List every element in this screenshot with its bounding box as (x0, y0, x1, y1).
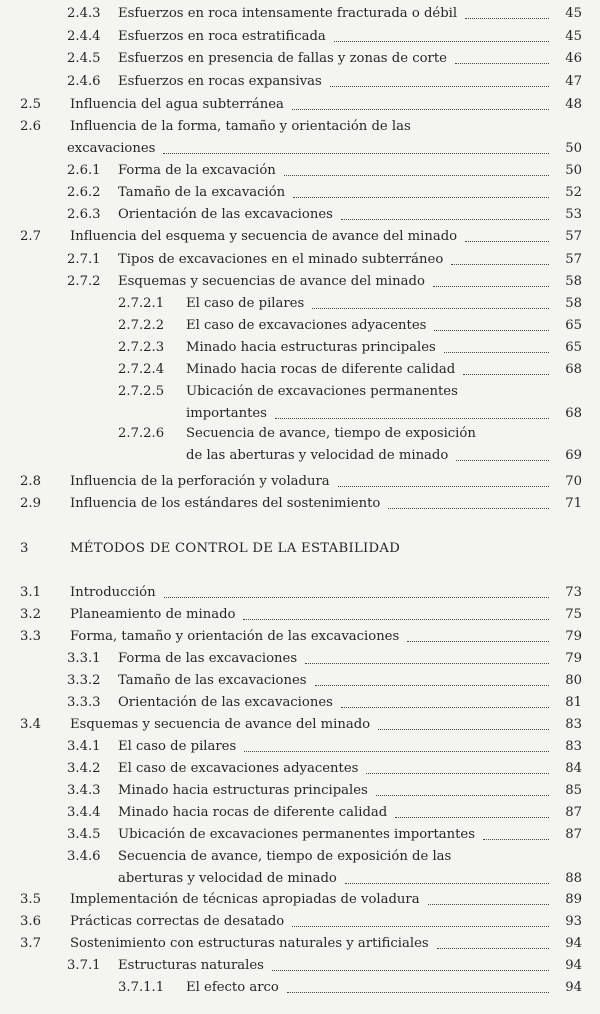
toc-number: 2.7.2.4 (118, 362, 165, 377)
toc-entry (0, 695, 600, 711)
toc-number: 2.6.2 (67, 185, 101, 200)
toc-entry (0, 892, 600, 908)
toc-entry (0, 739, 600, 755)
toc-number: 2.5 (20, 97, 41, 112)
toc-title: Minado hacia rocas de diferente calidad (118, 805, 388, 820)
toc-entry (0, 207, 600, 223)
toc-number: 3.4.5 (67, 827, 101, 842)
toc-title: Minado hacia rocas de diferente calidad (186, 362, 456, 377)
toc-page-number: 94 (565, 980, 582, 995)
dot-leader (437, 948, 549, 949)
toc-entry-continuation (0, 871, 600, 887)
toc-page-number: 57 (565, 229, 582, 244)
toc-page-number: 81 (565, 695, 582, 710)
toc-page-number: 87 (565, 805, 582, 820)
toc-entry (0, 496, 600, 512)
toc-number: 3.3.1 (67, 651, 101, 666)
toc-entry (0, 585, 600, 601)
toc-page-number: 75 (565, 607, 582, 622)
toc-entry (0, 252, 600, 268)
toc-entry (0, 629, 600, 645)
toc-number: 3.7.1.1 (118, 980, 165, 995)
toc-number: 3.4.1 (67, 739, 101, 754)
toc-title: Esquemas y secuencias de avance del minado (118, 274, 425, 289)
toc-entry (0, 651, 600, 667)
toc-page-number: 84 (565, 761, 582, 776)
toc-title: Estructuras naturales (118, 958, 264, 973)
dot-leader (164, 597, 549, 598)
toc-page-number: 79 (565, 629, 582, 644)
toc-page-number: 48 (565, 97, 582, 112)
toc-title: Implementación de técnicas apropiadas de voladura (70, 892, 420, 907)
dot-leader (341, 707, 549, 708)
toc-entry-continuation (0, 406, 600, 422)
dot-leader (305, 663, 549, 664)
dot-leader (338, 486, 549, 487)
toc-title: Ubicación de excavaciones permanentes (186, 384, 458, 399)
toc-entry (0, 717, 600, 733)
toc-number: 2.6.1 (67, 163, 101, 178)
dot-leader (463, 374, 549, 375)
toc-page-number: 45 (565, 29, 582, 44)
toc-page-number: 80 (565, 673, 582, 688)
dot-leader (284, 175, 549, 176)
toc-number: 3.7 (20, 936, 41, 951)
toc-page-number: 83 (565, 717, 582, 732)
dot-leader (275, 418, 549, 419)
toc-entry (0, 936, 600, 952)
dot-leader (444, 352, 549, 353)
toc-number: 3.4.4 (67, 805, 101, 820)
toc-number: 2.7.1 (67, 252, 101, 267)
toc-number: 2.7.2.3 (118, 340, 165, 355)
toc-entry (0, 340, 600, 356)
toc-title: Minado hacia estructuras principales (186, 340, 436, 355)
toc-title: Esfuerzos en roca intensamente fracturada o débil (118, 6, 458, 21)
toc-number: 2.4.6 (67, 74, 101, 89)
toc-entry (0, 783, 600, 799)
toc-entry (0, 229, 600, 245)
toc-title: Tamaño de las excavaciones (118, 673, 307, 688)
toc-number: 2.9 (20, 496, 41, 511)
dot-leader (428, 904, 549, 905)
toc-entry (0, 119, 600, 135)
toc-number: 2.6.3 (67, 207, 101, 222)
toc-title: MÉTODOS DE CONTROL DE LA ESTABILIDAD (70, 541, 401, 556)
dot-leader (376, 795, 549, 796)
toc-title: Orientación de las excavaciones (118, 207, 333, 222)
toc-number: 3.2 (20, 607, 41, 622)
toc-title: El efecto arco (186, 980, 279, 995)
toc-title: Tipos de excavaciones en el minado subterráneo (118, 252, 444, 267)
toc-page-number: 93 (565, 914, 582, 929)
toc-title-continuation: excavaciones (67, 141, 156, 156)
dot-leader (292, 109, 549, 110)
dot-leader (407, 641, 549, 642)
toc-title: Forma de las excavaciones (118, 651, 298, 666)
toc-number: 3.1 (20, 585, 41, 600)
toc-page-number: 47 (565, 74, 582, 89)
toc-page-number: 68 (565, 362, 582, 377)
toc-title: Esfuerzos en presencia de fallas y zonas de corte (118, 51, 447, 66)
toc-title: Secuencia de avance, tiempo de exposición de las (118, 849, 452, 864)
dot-leader (334, 41, 549, 42)
toc-number: 3.4.3 (67, 783, 101, 798)
toc-entry (0, 51, 600, 67)
toc-number: 3.3.3 (67, 695, 101, 710)
toc-entry (0, 97, 600, 113)
dot-leader (388, 508, 549, 509)
dot-leader (455, 63, 549, 64)
toc-page-number: 50 (565, 163, 582, 178)
toc-page-number: 71 (565, 496, 582, 511)
dot-leader (456, 460, 549, 461)
toc-page-number: 50 (565, 141, 582, 156)
toc-entry (0, 980, 600, 996)
toc-page-number: 52 (565, 185, 582, 200)
toc-title: El caso de pilares (186, 296, 305, 311)
toc-page-number: 68 (565, 406, 582, 421)
toc-entry (0, 362, 600, 378)
toc-title: Influencia de la forma, tamaño y orientación de las (70, 119, 411, 134)
toc-page-number: 73 (565, 585, 582, 600)
toc-entry (0, 805, 600, 821)
toc-title: Tamaño de la excavación (118, 185, 286, 200)
toc-page-number: 94 (565, 958, 582, 973)
toc-page-number: 45 (565, 6, 582, 21)
dot-leader (312, 308, 549, 309)
toc-title-continuation: aberturas y velocidad de minado (118, 871, 337, 886)
toc-title: El caso de excavaciones adyacentes (186, 318, 427, 333)
dot-leader (292, 926, 549, 927)
toc-title: Influencia de los estándares del sostenimiento (70, 496, 381, 511)
toc-number: 2.6 (20, 119, 41, 134)
toc-number: 2.7.2.1 (118, 296, 165, 311)
toc-entry (0, 163, 600, 179)
toc-page-number: 53 (565, 207, 582, 222)
toc-number: 3.4.6 (67, 849, 101, 864)
toc-page-number: 87 (565, 827, 582, 842)
toc-entry (0, 29, 600, 45)
toc-number: 2.4.5 (67, 51, 101, 66)
toc-number: 3.3.2 (67, 673, 101, 688)
dot-leader (287, 992, 549, 993)
toc-page-number: 70 (565, 474, 582, 489)
toc-entry (0, 541, 600, 557)
dot-leader (244, 751, 549, 752)
toc-title: Sostenimiento con estructuras naturales y artificiales (70, 936, 429, 951)
toc-title: Planeamiento de minado (70, 607, 236, 622)
toc-number: 2.7.2.2 (118, 318, 165, 333)
toc-page-number: 65 (565, 318, 582, 333)
toc-entry (0, 6, 600, 22)
dot-leader (341, 219, 549, 220)
toc-entry (0, 673, 600, 689)
toc-entry (0, 426, 600, 442)
toc-number: 3.6 (20, 914, 41, 929)
toc-entry (0, 296, 600, 312)
dot-leader (465, 18, 549, 19)
toc-number: 2.7.2.5 (118, 384, 165, 399)
toc-page-number: 58 (565, 296, 582, 311)
toc-page-number: 88 (565, 871, 582, 886)
toc-number: 2.4.3 (67, 6, 101, 21)
toc-entry-continuation (0, 141, 600, 157)
toc-entry (0, 914, 600, 930)
toc-title: Influencia del esquema y secuencia de avance del minado (70, 229, 458, 244)
toc-entry (0, 827, 600, 843)
toc-entry (0, 958, 600, 974)
toc-entry (0, 74, 600, 90)
toc-title: Forma de la excavación (118, 163, 276, 178)
toc-page-number: 79 (565, 651, 582, 666)
toc-number: 2.8 (20, 474, 41, 489)
dot-leader (330, 86, 549, 87)
toc-title: El caso de pilares (118, 739, 237, 754)
toc-entry (0, 607, 600, 623)
dot-leader (433, 286, 549, 287)
dot-leader (378, 729, 549, 730)
toc-number: 2.4.4 (67, 29, 101, 44)
dot-leader (483, 839, 549, 840)
toc-entry-continuation (0, 448, 600, 464)
dot-leader (366, 773, 549, 774)
toc-number: 2.7.2.6 (118, 426, 165, 441)
dot-leader (434, 330, 549, 331)
toc-title: Influencia de la perforación y voladura (70, 474, 330, 489)
toc-number: 2.7 (20, 229, 41, 244)
toc-entry (0, 274, 600, 290)
toc-page-number: 69 (565, 448, 582, 463)
toc-number: 3.4 (20, 717, 41, 732)
toc-title: Forma, tamaño y orientación de las excavaciones (70, 629, 400, 644)
dot-leader (395, 817, 549, 818)
dot-leader (451, 264, 549, 265)
dot-leader (163, 153, 549, 154)
toc-entry (0, 761, 600, 777)
toc-page-number: 65 (565, 340, 582, 355)
toc-title-continuation: importantes (186, 406, 267, 421)
toc-page-number: 57 (565, 252, 582, 267)
toc-page-number: 85 (565, 783, 582, 798)
toc-title: Ubicación de excavaciones permanentes importantes (118, 827, 475, 842)
dot-leader (243, 619, 549, 620)
toc-entry (0, 384, 600, 400)
toc-number: 3.3 (20, 629, 41, 644)
toc-title: Secuencia de avance, tiempo de exposición (186, 426, 476, 441)
toc-title: Esquemas y secuencia de avance del minado (70, 717, 371, 732)
toc-page-number: 46 (565, 51, 582, 66)
dot-leader (272, 970, 549, 971)
toc-page-number: 89 (565, 892, 582, 907)
dot-leader (345, 883, 549, 884)
toc-title: Esfuerzos en rocas expansivas (118, 74, 322, 89)
toc-title: Prácticas correctas de desatado (70, 914, 285, 929)
toc-page-number: 58 (565, 274, 582, 289)
dot-leader (315, 685, 549, 686)
toc-title: Esfuerzos en roca estratificada (118, 29, 326, 44)
toc-number: 2.7.2 (67, 274, 101, 289)
toc-title: Introducción (70, 585, 156, 600)
toc-number: 3.5 (20, 892, 41, 907)
toc-entry (0, 318, 600, 334)
toc-entry (0, 474, 600, 490)
toc-title: Orientación de las excavaciones (118, 695, 333, 710)
toc-title-continuation: de las aberturas y velocidad de minado (186, 448, 449, 463)
toc-number: 3.4.2 (67, 761, 101, 776)
toc-entry (0, 185, 600, 201)
toc-title: El caso de excavaciones adyacentes (118, 761, 359, 776)
toc-page-number: 94 (565, 936, 582, 951)
toc-title: Influencia del agua subterránea (70, 97, 284, 112)
toc-entry (0, 849, 600, 865)
toc-number: 3.7.1 (67, 958, 101, 973)
dot-leader (465, 241, 549, 242)
toc-title: Minado hacia estructuras principales (118, 783, 368, 798)
toc-page-number: 83 (565, 739, 582, 754)
dot-leader (293, 197, 549, 198)
toc-number: 3 (20, 541, 29, 556)
